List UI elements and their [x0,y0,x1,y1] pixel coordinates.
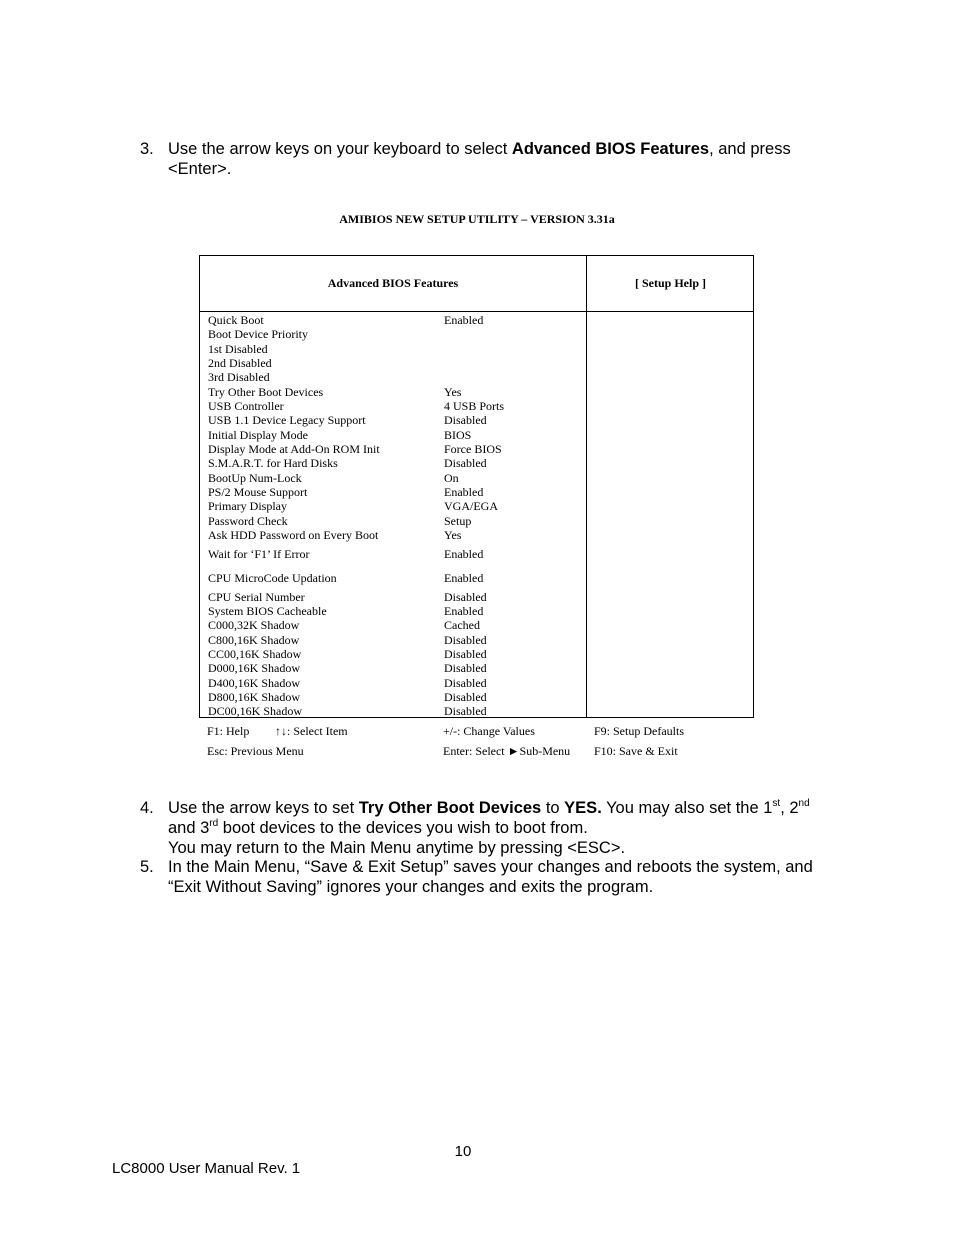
setting-value: BIOS [444,428,472,442]
setting-label: Password Check [208,514,288,528]
setting-value: Disabled [444,633,487,647]
setting-label: Try Other Boot Devices [208,385,324,399]
setting-value: Disabled [444,413,487,427]
key-save-exit: F10: Save & Exit [594,744,678,758]
step-4-line-1 [168,798,858,818]
setup-help-title: [ Setup Help ] [634,276,706,290]
setting-label: Ask HDD Password on Every Boot [208,528,379,542]
setting-value: Enabled [444,485,484,499]
step-5-number: 5. [140,858,154,876]
setting-label: CPU Serial Number [208,590,305,604]
step-4-text-a: Use the arrow keys to set [168,799,359,817]
step-4-text-g: and 3 [168,819,210,837]
step-4-text [168,798,858,858]
step-4-text-h: boot devices to the devices you wish to boot from. [218,819,588,837]
step-3-number: 3. [140,140,154,158]
setting-label: S.M.A.R.T. for Hard Disks [208,456,338,470]
setting-value: 4 USB Ports [444,399,505,413]
setting-label: D400,16K Shadow [208,676,300,690]
step-4-text-f: , 2 [780,799,799,817]
step-4-line-3: You may return to the Main Menu anytime by pressing <ESC>. [168,839,626,857]
setting-value: Enabled [444,604,484,618]
step-4-sup-st: st [772,797,781,809]
setting-value: Force BIOS [444,442,502,456]
setting-value: Cached [444,618,480,632]
step-3-line-2: <Enter>. [168,160,232,178]
footer-manual-title: LC8000 User Manual Rev. 1 [112,1160,301,1177]
step-4-text-c: to [541,799,565,817]
setting-value: Yes [444,385,462,399]
key-change-values: +/-: Change Values [443,724,535,738]
step-4-number: 4. [140,799,154,817]
step-4-text-e: You may also set the 1 [601,799,773,817]
setting-value: Disabled [444,456,487,470]
setting-value: VGA/EGA [444,499,498,513]
step-4-bold-try-other-boot-devices: Try Other Boot Devices [358,799,542,817]
setting-label: Quick Boot [208,313,264,327]
panel-title: Advanced BIOS Features [327,276,459,290]
setting-label: Boot Device Priority [208,327,308,341]
setting-label: CPU MicroCode Updation [208,571,337,585]
setting-value: Disabled [444,704,487,718]
setting-label: Display Mode at Add-On ROM Init [208,442,380,456]
step-4-sup-nd: nd [798,797,810,809]
setting-label: System BIOS Cacheable [208,604,327,618]
setting-value: Disabled [444,647,487,661]
setting-value: Enabled [444,313,484,327]
setting-value: Disabled [444,590,487,604]
setting-label: USB Controller [208,399,284,413]
column-divider [586,256,587,717]
step-3-text [168,139,858,179]
step-3-line-1 [168,139,858,159]
setting-value: Yes [444,528,462,542]
setting-label: C000,32K Shadow [208,618,300,632]
step-4-bold-yes: YES. [564,799,602,817]
setting-value: On [444,471,459,485]
setting-label: PS/2 Mouse Support [208,485,308,499]
setting-label: DC00,16K Shadow [208,704,303,718]
setting-value: Disabled [444,676,487,690]
setting-value: Enabled [444,571,484,585]
key-f1-help: F1: Help [207,724,250,738]
step-5-text [168,857,858,897]
setting-label: C800,16K Shadow [208,633,300,647]
setting-label: Primary Display [208,499,287,513]
bios-screen [199,255,754,718]
setting-label: 3rd Disabled [208,370,270,384]
page-number: 10 [454,1143,472,1160]
setting-label: 2nd Disabled [208,356,272,370]
setting-label: D800,16K Shadow [208,690,300,704]
step-3-text-a: Use the arrow keys on your keyboard to select [168,140,512,158]
setting-value: Enabled [444,547,484,561]
step-5-line-2: “Exit Without Saving” ignores your changes and exits the program. [168,878,654,896]
setting-value: Disabled [444,690,487,704]
setting-label: CC00,16K Shadow [208,647,302,661]
key-sub-menu: Enter: Select ►Sub-Menu [443,744,571,758]
header-divider [200,311,753,312]
key-previous-menu: Esc: Previous Menu [207,744,304,758]
key-select-item: ↑↓: Select Item [275,724,348,738]
setting-label: USB 1.1 Device Legacy Support [208,413,366,427]
setting-label: BootUp Num-Lock [208,471,302,485]
step-3-bold-advanced-bios-features: Advanced BIOS Features [511,140,710,158]
key-setup-defaults: F9: Setup Defaults [594,724,684,738]
setting-value: Setup [444,514,472,528]
setting-label: D000,16K Shadow [208,661,300,675]
setting-label: 1st Disabled [208,342,268,356]
step-4-sup-rd: rd [209,817,219,829]
step-4-line-2 [168,818,858,838]
step-3-text-b: , and press [709,140,791,158]
setting-value: Disabled [444,661,487,675]
utility-title: AMIBIOS NEW SETUP UTILITY – VERSION 3.31a [339,212,615,226]
setting-label: Initial Display Mode [208,428,308,442]
setting-label: Wait for ‘F1’ If Error [208,547,310,561]
step-5-line-1: In the Main Menu, “Save & Exit Setup” saves your changes and reboots the system, and [168,858,813,876]
